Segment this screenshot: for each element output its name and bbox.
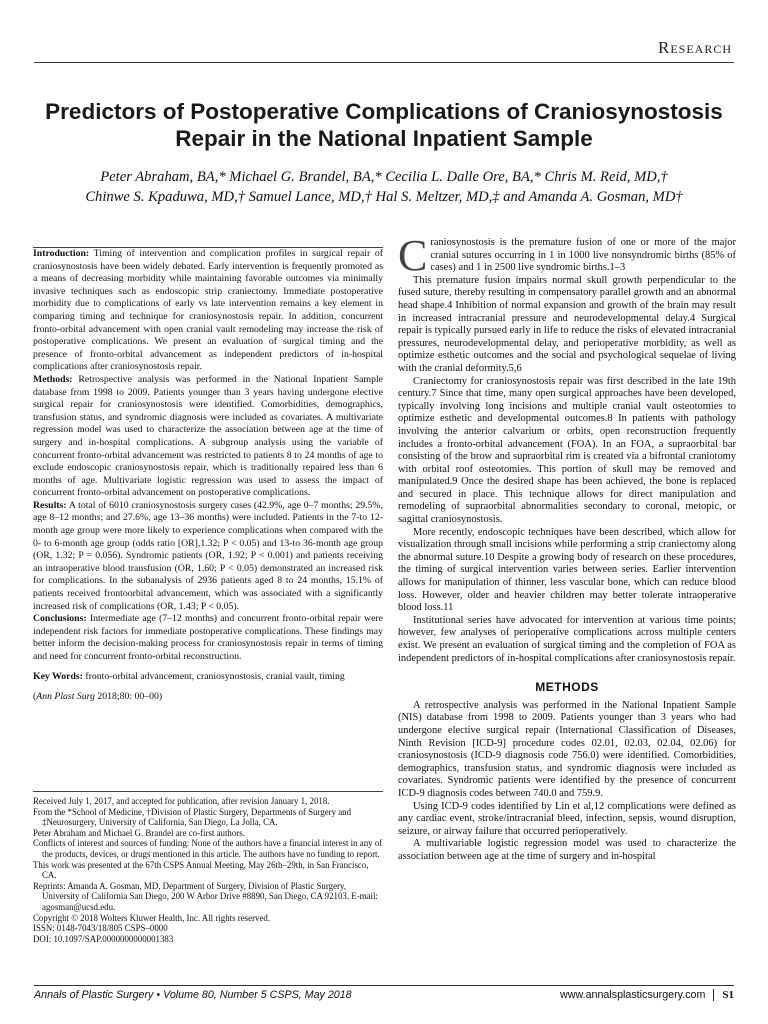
keywords xyxy=(33,671,383,683)
citation-rest: 2018;80: 00–00) xyxy=(94,691,163,702)
footer-journal: Annals of Plastic Surgery xyxy=(34,989,154,1001)
footnote-received: Received July 1, 2017, and accepted for publication, after revision January 1, 2018. xyxy=(33,796,330,806)
page-number: S1 xyxy=(722,989,734,1001)
footnote-cofirst: Peter Abraham and Michael G. Brandel are co-first authors. xyxy=(33,827,245,838)
intro-label: Introduction: xyxy=(33,248,90,259)
right-column xyxy=(398,231,736,864)
footnote-conflicts: Conflicts of interest and sources of funding: None of the authors have a financial interest in any of the products, devices, or drugs mentioned in this article. The authors have no funding to report. xyxy=(33,838,383,859)
journal-url-link[interactable]: www.annalsplasticsurgery.com xyxy=(560,989,706,1001)
footer-journal-info xyxy=(34,989,352,1001)
header-rule xyxy=(34,62,734,63)
methods-heading: METHODS xyxy=(535,680,599,695)
conclusions-label: Conclusions: xyxy=(33,613,87,625)
body-paragraph-2: This premature fusion impairs normal skull growth perpendicular to the fused suture, thereby resulting in compensatory parallel growth and an abnormal head shape.4 Inhibition of normal expansion and growth of the brain may result in increased intracranial pressure and neurodevelopmental delay.4 Surgical repair is typically pursued early in life to reduce the risks of elevated intracranial pressures, neurodevelopmental delay, and perioperative morbidity, as well as optimize esthetic outcomes and the social and psychological sequelae of living with the cranial deformity.5,6 xyxy=(398,274,736,374)
footnote-issn: ISSN: 0148-7043/18/805 CSPS–0000 xyxy=(33,923,168,934)
abstract-results xyxy=(33,500,383,613)
body-paragraph-1 xyxy=(398,231,736,280)
methods-label: Methods: xyxy=(33,373,73,385)
results-label: Results: xyxy=(33,499,67,511)
keywords-text: fronto-orbital advancement, craniosynostosis, cranial vault, timing xyxy=(82,670,345,682)
body-paragraph-4: More recently, endoscopic techniques have been described, which allow for visualization through small incisions while performing a strip craniectomy along the abnormal suture.10 Despite a growing body of research on these procedures, the timing of surgical intervention varies between series. Earlier intervention allows for manipulation of thinner, less vascular bone, which can reduce blood loss. However, older and heavier children may better tolerate intraoperative blood loss.11 xyxy=(398,526,736,614)
drop-cap: C xyxy=(398,231,428,280)
body-paragraph-3: Craniectomy for craniosynostosis repair was first described in the late 19th century.7 Since that time, many open surgical approaches have been developed, typically involving long incisions and multiple cranial vault osteotomies to optimize esthetic and developmental outcomes.8 In patients with pathology involving the anterior calvarium or orbits, open reconstruction frequently includes a fronto-orbital advancement (FOA). In an FOA, a supraorbital bar consisting of the brow and supraorbital rim is created via a bifrontal craniotomy with orbital roof osteotomies. This portion of skull may be removed and manipulated.9 Once the desired shape has been achieved, the bone is replaced and secured in place. This technique allows for direct manipulation and remodeling of supraorbital abnormalities secondary to coronal, metopic, or sagittal craniosynostosis. xyxy=(398,375,736,526)
footnotes xyxy=(33,791,383,944)
body-paragraph-5: Institutional series have advocated for intervention at various time points; however, few analyses of perioperative complications across multiple centers exist. We present an evaluation of surgical timing and the completion of FOA as independent predictors of in-hospital complications after craniosynostosis repair. xyxy=(398,614,736,664)
footnote-reprints: Reprints: Amanda A. Gosman, MD, Department of Surgery, Division of Plastic Surgery, University of California San Diego, 200 W Arbor Drive #8890, San Diego, CA 92103. E-mail: agosman@ucsd.edu. xyxy=(33,880,378,912)
citation-journal: Ann Plast Surg xyxy=(36,691,95,702)
methods-paragraph-2: Using ICD-9 codes identified by Lin et al,12 complications were defined as any cardiac event, stroke/intracranial bleed, infection, sepsis, wound disruption, seizure, or airway failure that occurred perioperatively. xyxy=(398,800,736,837)
abstract-introduction xyxy=(33,248,383,374)
title-line-2: Repair in the National Inpatient Sample xyxy=(175,126,593,151)
abstract xyxy=(33,247,383,664)
footnotes-rule xyxy=(33,791,383,792)
citation xyxy=(33,691,383,702)
results-text: A total of 6010 craniosynostosis surgery cases (42.9%, age 0–7 months; 29.5%, age 8–12 months; and 27.6%, age 13–36 months) were included. Patients in the 7-to 12-month age group were more likely to experience complications when compared with the 0- to 6-month age group (odds ratio [OR],1.32; P < 0.05) and 13-to 36-month age group (OR, 1.32; P = 0.056). Syndromic patients (OR, 1.92; P < 0.001) and patients receiving an intraoperative blood transfusion (OR, 1.60; P < 0.05) demonstrated an increased risk for complications. In the subanalysis of 2936 patients aged 8 to 24 months, 15.1% of patients received frontoorbital advancement, which was associated with a significantly increased risk of complications (OR, 1.43; P < 0.05). xyxy=(33,499,383,612)
conclusions-text: Intermediate age (7–12 months) and concurrent fronto-orbital repair were independent risk factors for immediate postoperative complications. These findings may better inform the decision-making process for craniosynostosis repair in terms of timing and need for concurrent fronto-orbital reconstruction. xyxy=(33,613,383,662)
footnote-affiliations: From the *School of Medicine, †Division of Plastic Surgery, Departments of Surgery and ‡Neurosurgery, University of California, San Diego, La Jolla, CA. xyxy=(33,806,352,828)
authors-line-2: Chinwe S. Kpaduwa, MD,† Samuel Lance, MD,† Hal S. Meltzer, MD,‡ and Amanda A. Gosman, MD† xyxy=(85,189,683,205)
footer-rule xyxy=(34,985,734,986)
abstract-conclusions xyxy=(33,613,383,663)
footnote-doi: DOI: 10.1097/SAP.0000000000001383 xyxy=(33,933,174,944)
keywords-label: Key Words: xyxy=(33,670,83,682)
section-header: Research xyxy=(657,38,732,57)
methods-paragraph-1: A retrospective analysis was performed in the National Inpatient Sample (NIS) database from 1998 to 2009. Patients younger than 3 years who had undergone elective surgical repair (International Classification of Diseases, Ninth Revision [ICD-9] procedure codes 02.01, 02.03, 02.04, 02.06) for craniosynostosis (ICD-9 diagnosis code 756.0) were identified. Comorbidities, demographics, transfusion status, and syndromic diagnosis were included as covariates. Syndromic patients were identified by the presence of concurrent ICD-9 diagnosis codes between 740.0 and 759.9. xyxy=(398,699,736,799)
footer-right xyxy=(560,989,734,1001)
title-line-1: Predictors of Postoperative Complications of Craniosynostosis xyxy=(45,99,723,124)
methods-paragraph-3: A multivariable logistic regression model was used to characterize the association between age at the time of surgery and in-hospital xyxy=(398,838,736,862)
footer-bullet: • xyxy=(153,989,164,1001)
abstract-methods xyxy=(33,374,383,500)
footnote-copyright: Copyright © 2018 Wolters Kluwer Health, Inc. All rights reserved. xyxy=(33,912,271,923)
footer-volume: Volume 80, Number 5 CSPS, May 2018 xyxy=(163,989,352,1001)
left-column xyxy=(33,247,383,702)
citation-open: ( xyxy=(33,691,37,702)
footer-separator xyxy=(713,989,714,1001)
authors-line-1: Peter Abraham, BA,* Michael G. Brandel, BA,* Cecilia L. Dalle Ore, BA,* Chris M. Reid, MD,† xyxy=(100,169,668,185)
footnote-presented: This work was presented at the 67th CSPS Annual Meeting, May 26th–29th, in San Francisco, CA. xyxy=(33,859,369,881)
intro-text: Timing of intervention and complication profiles in surgical repair of craniosynostosis have been widely debated. Early intervention is frequently promoted as a means of decreasing morbidity while maintaining favorable outcomes via minimally invasive techniques such as endoscopic strip craniectomy. Immediate postoperative morbidity due to complications of early vs late intervention remains a key element in comparing timing and technique for craniosynostosis repair. In addition, concurrent fronto-orbital advancement with open cranial vault remodeling may increase the risk of postoperative complications. We present an evaluation of surgical timing and the presence of fronto-orbital advancement as independent predictors of in-hospital complications after craniosynostosis repair. xyxy=(33,248,383,373)
author-list xyxy=(40,167,728,207)
body-p1-text: raniosynostosis is the premature fusion of one or more of the major cranial sutures occurring in 1 in 1000 live nonsyndromic births (85% of cases) and 1 in 2500 live syndromic births.1–3 xyxy=(430,237,736,274)
methods-text: Retrospective analysis was performed in the National Inpatient Sample database from 1998 to 2009. Patients younger than 3 years having undergone elective surgical repair for craniosynostosis were identified. Comorbidities, demographics, transfusion status, and syndromic diagnosis were included as covariates. A multivariate regression model was used to characterize the association between age at the time of surgery and in-hospital complications. A subgroup analysis using the variable of concurrent fronto-orbital advancement was restricted to patients 8 to 24 months of age to exclude endoscopic craniosynostosis repair, which is traditionally repaired less than 6 months of age. Multivariate logistic regression was used to assess the impact of concurrent fronto-orbital advancement on postoperative complications. xyxy=(33,373,383,499)
article-title xyxy=(40,98,728,152)
